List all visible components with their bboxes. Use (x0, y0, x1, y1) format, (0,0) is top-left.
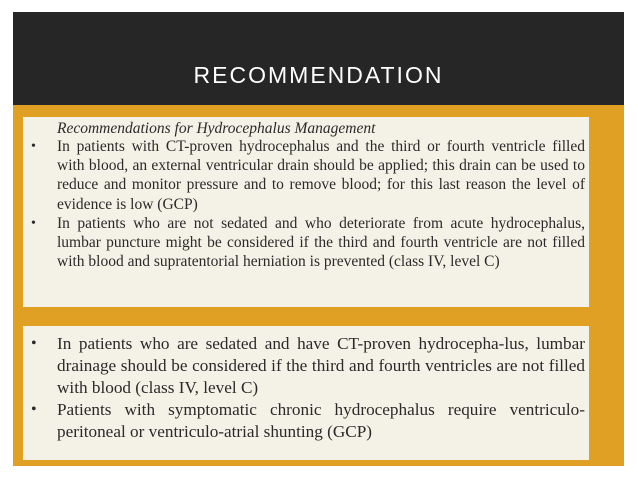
slide-title: RECOMMENDATION (193, 62, 444, 88)
list-item-text: In patients with CT-proven hydrocephalus and the third or fourth ventricle filled with blood, an external ventricular drain should be applied; this drain can be used to reduce and monitor pressure and to remove blood; for this last reason the level of evidence is low (GCP) (57, 138, 585, 213)
list-item-text: In patients who are sedated and have CT-proven hydrocepha-lus, lumbar drainage should be considered if the third and fourth ventricles are not filled with blood (class IV, level C) (57, 334, 585, 397)
recommendations-panel-bottom (23, 326, 589, 460)
list-item-text: In patients who are not sedated and who deteriorate from acute hydrocephalus, lumbar puncture might be considered if the third and fourth ventricle are not filled with blood and supratentorial herniation is prevented (class IV, level C) (57, 214, 585, 271)
content-frame (13, 105, 624, 466)
slide-header (13, 12, 624, 105)
recommendation-list-top (23, 137, 589, 271)
panel-heading: Recommendations for Hydrocephalus Management (57, 120, 376, 137)
list-item-text: Patients with symptomatic chronic hydrocephalus require ventriculo-peritoneal or ventriculo-atrial shunting (GCP) (57, 400, 585, 441)
bullet-icon: • (31, 215, 36, 231)
bullet-icon: • (31, 335, 37, 352)
bullet-icon: • (31, 401, 37, 418)
list-item (23, 333, 589, 399)
bullet-icon: • (31, 139, 36, 154)
list-item (23, 214, 589, 272)
recommendation-list-bottom (23, 333, 589, 443)
list-item (23, 399, 589, 443)
list-item (23, 137, 589, 214)
recommendations-panel-top (23, 117, 589, 307)
